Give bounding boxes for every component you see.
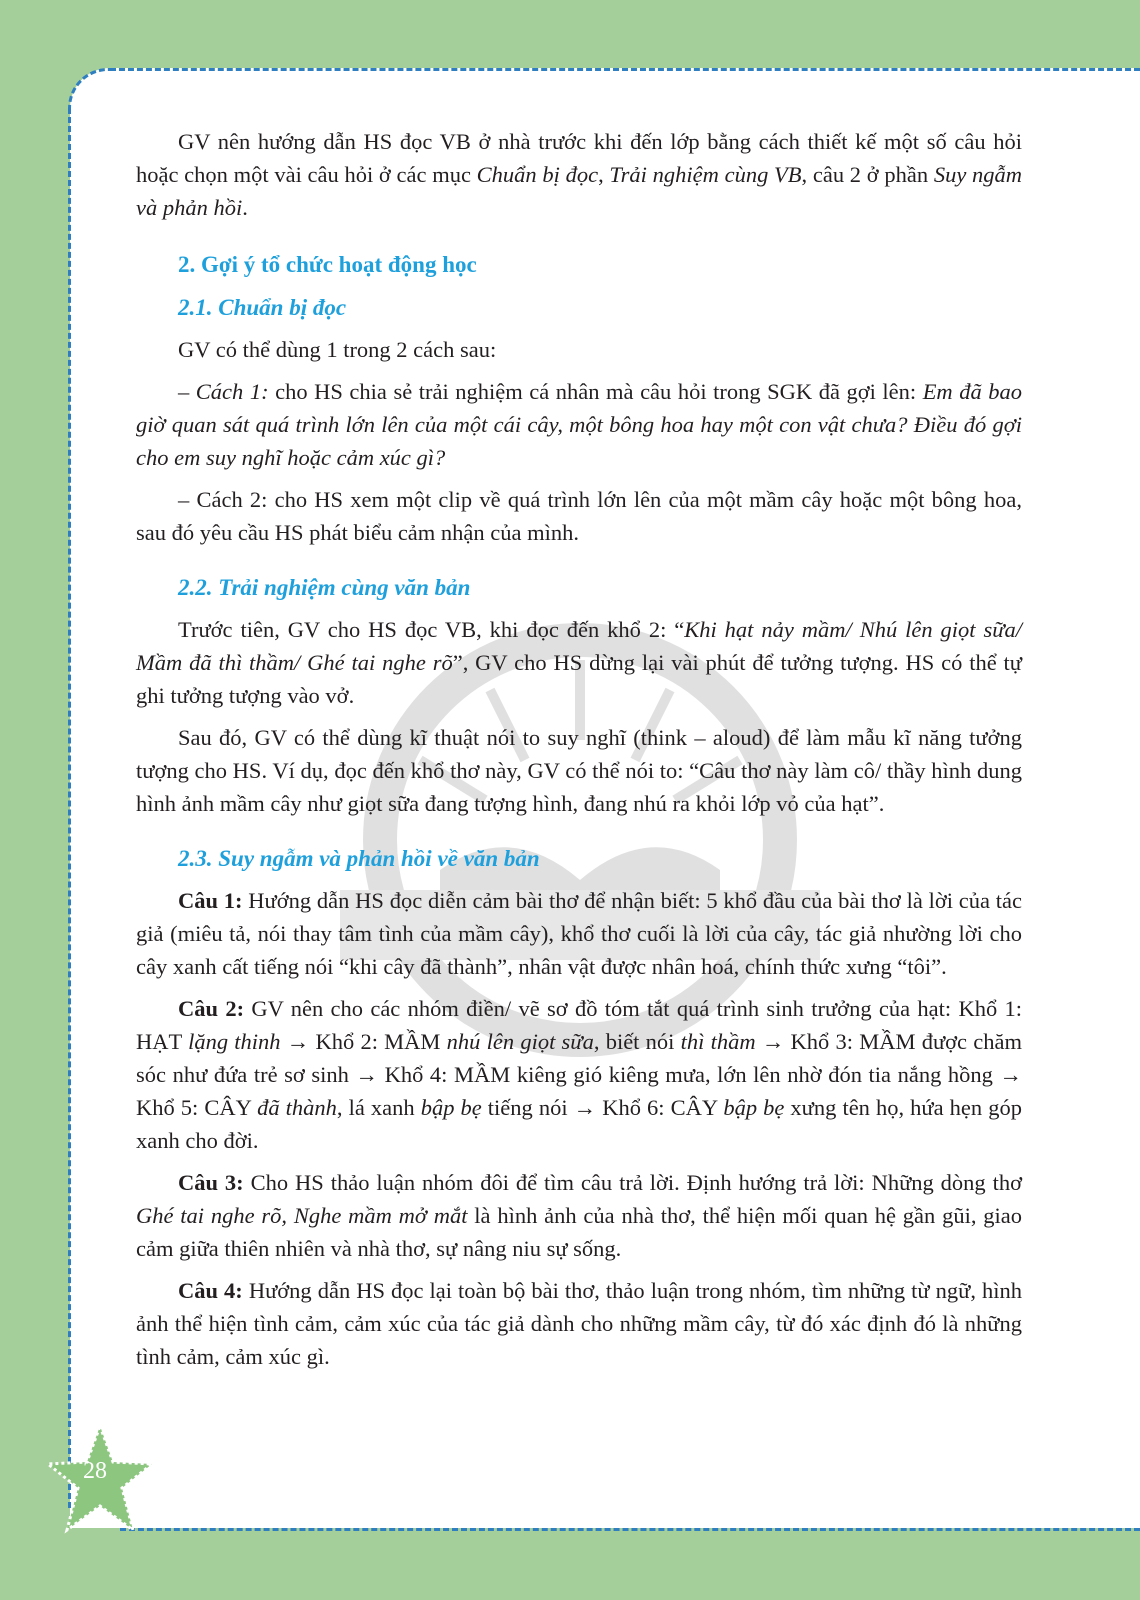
question-4: Câu 4: Hướng dẫn HS đọc lại toàn bộ bài thơ, thảo luận trong nhóm, tìm những từ ngữ, hình ảnh thể hiện tình cảm, cảm xúc của tác giả dành cho những mầm cây, từ đó xác định đó là những tình cảm, cảm xúc gì. [136,1278,1022,1369]
s22-paragraph-1: Trước tiên, GV cho HS đọc VB, khi đọc đến khổ 2: “Khi hạt nảy mầm/ Nhú lên giọt sữa/ Mầm đã thì thầm/ Ghé tai nghe rõ”, GV cho HS dừng lại vài phút để tưởng tượng. HS có thể tự ghi tưởng tượng vào vở. [136,617,1022,708]
section-2-2-heading: 2.2. Trải nghiệm cùng văn bản [178,575,471,600]
question-2: Câu 2: GV nên cho các nhóm điền/ vẽ sơ đồ tóm tắt quá trình sinh trưởng của hạt: Khổ 1: HẠT lặng thinh → Khổ 2: MẦM nhú lên giọt sữa, biết nói thì thầm → Khổ 3: MẦM được chăm sóc như đứa trẻ sơ sinh → Khổ 4: MẦM kiêng gió kiêng mưa, lớn lên nhờ đón tia nắng hồng → Khổ 5: CÂY đã thành, lá xanh bập bẹ tiếng nói → Khổ 6: CÂY bập bẹ xưng tên họ, hứa hẹn góp xanh cho đời. [136,996,1022,1153]
border-left [68,108,71,1508]
section-2-heading: 2. Gợi ý tổ chức hoạt động học [178,252,477,277]
border-top [110,68,1140,71]
intro-paragraph: GV nên hướng dẫn HS đọc VB ở nhà trước khi đến lớp bằng cách thiết kế một số câu hỏi hoặc chọn một vài câu hỏi ở các mục Chuẩn bị đọc, Trải nghiệm cùng VB, câu 2 ở phần Suy ngẫm và phản hồi. [136,129,1023,220]
s21-intro: GV có thể dùng 1 trong 2 cách sau: [178,337,497,362]
section-2-3-heading: 2.3. Suy ngẫm và phản hồi về văn bản [178,846,540,871]
page-number: 28 [83,1458,107,1484]
border-corner [68,68,112,112]
page-content [136,125,1022,1382]
s22-paragraph-2: Sau đó, GV có thể dùng kĩ thuật nói to suy nghĩ (think – aloud) để làm mẫu kĩ năng tưởng tượng cho HS. Ví dụ, đọc đến khổ thơ này, GV có thể nói to: “Câu thơ này làm cô/ thầy hình dung hình ảnh mầm cây như giọt sữa đang tượng hình, đang nhú ra khỏi lớp vỏ của hạt”. [136,725,1022,816]
s21-method-1: – Cách 1: cho HS chia sẻ trải nghiệm cá nhân mà câu hỏi trong SGK đã gợi lên: Em đã bao giờ quan sát quá trình lớn lên của một cái cây, một bông hoa hay một con vật chưa? Điều đó gợi cho em suy nghĩ hoặc cảm xúc gì? [136,379,1023,470]
bottom-band [70,1531,1140,1600]
border-bottom [120,1528,1140,1531]
question-3: Câu 3: Cho HS thảo luận nhóm đôi để tìm câu trả lời. Định hướng trả lời: Những dòng thơ Ghé tai nghe rõ, Nghe mầm mở mắt là hình ảnh của nhà thơ, thể hiện mối quan hệ gần gũi, giao cảm giữa thiên nhiên và nhà thơ, sự nâng niu sự sống. [136,1170,1022,1261]
s21-method-2: – Cách 2: cho HS xem một clip về quá trình lớn lên của một mầm cây hoặc một bông hoa, sau đó yêu cầu HS phát biểu cảm nhận của mình. [136,487,1022,545]
question-1: Câu 1: Hướng dẫn HS đọc diễn cảm bài thơ để nhận biết: 5 khổ đầu của bài thơ là lời của tác giả (miêu tả, nói thay tâm tình của mầm cây), khổ thơ cuối là lời của cây, tác giả nhường lời cho cây xanh cất tiếng nói “khi cây đã thành”, nhân vật được nhân hoá, chính thức xưng “tôi”. [136,888,1022,979]
section-2-1-heading: 2.1. Chuẩn bị đọc [178,295,347,320]
